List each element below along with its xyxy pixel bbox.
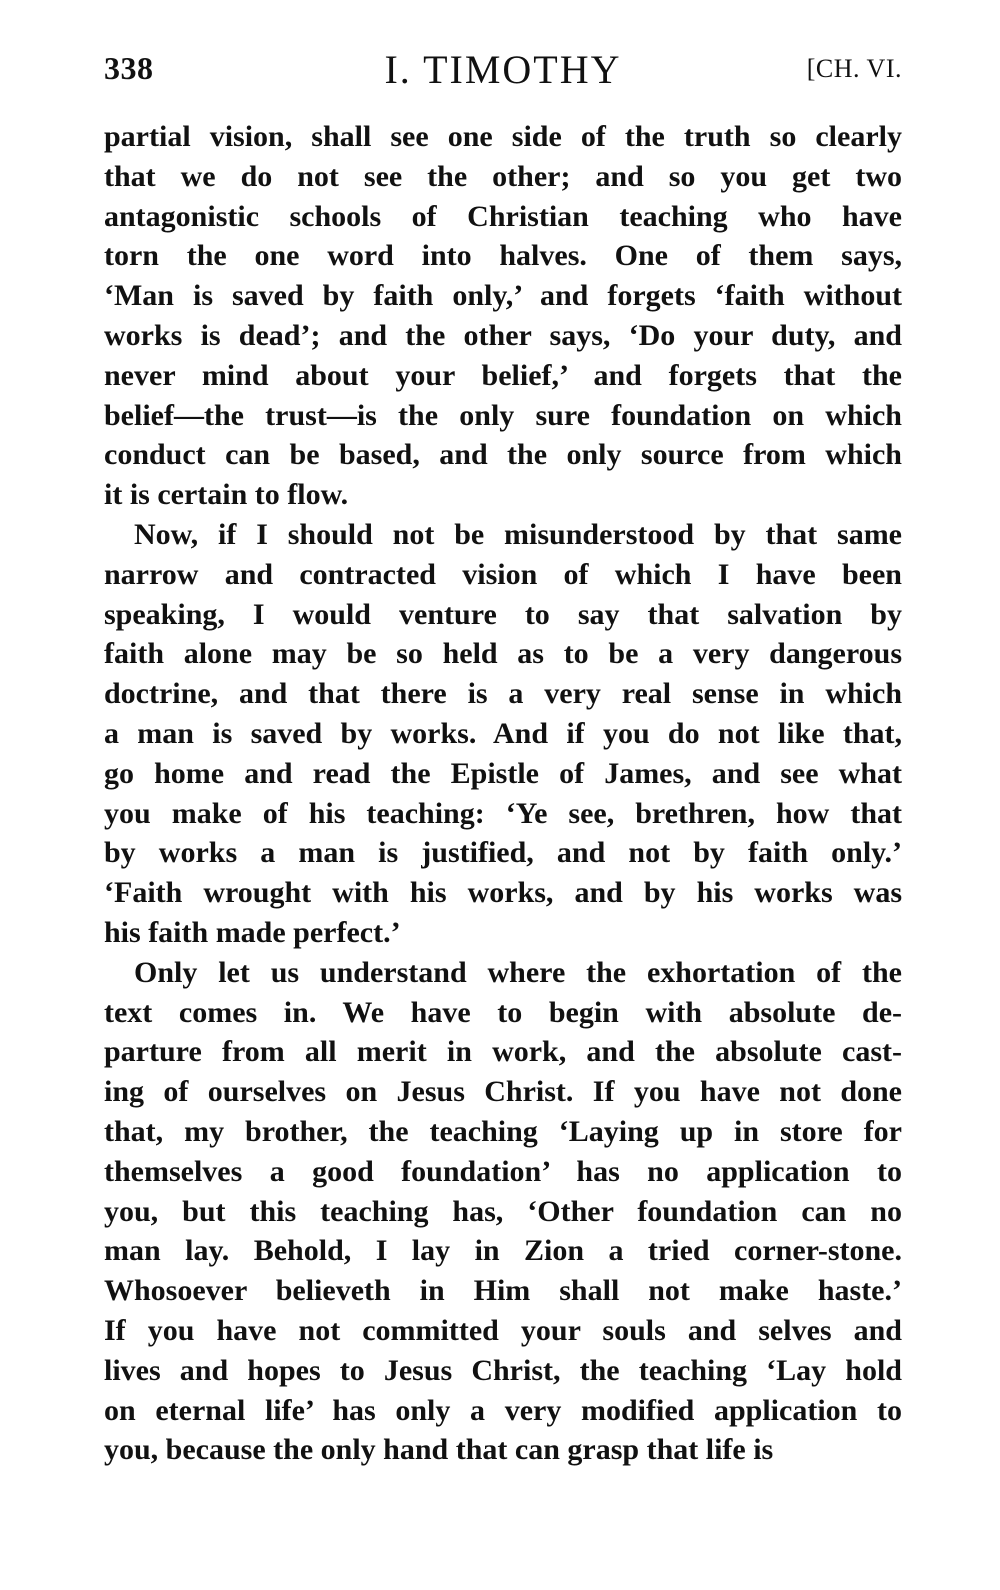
text-line: you, because the only hand that can grasp that life is [104,1433,774,1467]
text-line: Whosoever believeth in Him shall not make haste.’ [104,1274,902,1308]
text-line: ‘Faith wrought with his works, and by his works was [104,876,902,910]
text-line: text comes in. We have to begin with absolute de- [104,995,902,1029]
text-line: partial vision, shall see one side of the truth so clearly [104,120,902,153]
running-head: I. TIMOTHY [384,47,622,92]
text-line: If you have not committed your souls and selves and [104,1313,902,1347]
text-line: narrow and contracted vision of which I have been [104,557,902,591]
text-line: on eternal life’ has only a very modified application to [104,1393,902,1427]
text-line: ‘Man is saved by faith only,’ and forgets ‘faith without [104,279,902,313]
text-line: never mind about your belief,’ and forgets that the [104,358,902,392]
text-line: ing of ourselves on Jesus Christ. If you have not done [104,1075,902,1109]
paragraph [104,515,902,953]
text-line: a man is saved by works. And if you do not like that, [104,716,902,750]
text-line: by works a man is justified, and not by faith only.’ [104,836,902,870]
text-line: parture from all merit in work, and the absolute cast- [104,1035,902,1069]
text-line: belief—the trust—is the only sure foundation on which [104,398,902,432]
page-header [104,46,902,96]
body-text [104,117,902,1470]
text-line: Now, if I should not be misunderstood by that same [134,517,902,551]
text-line: torn the one word into halves. One of them says, [104,239,902,273]
paragraph [104,953,902,1470]
text-line: speaking, I would venture to say that salvation by [104,597,902,631]
text-line: man lay. Behold, I lay in Zion a tried corner-stone. [104,1234,902,1268]
chapter-reference: [CH. VI. [806,54,902,83]
text-line: Only let us understand where the exhortation of the [134,955,902,989]
text-line: you make of his teaching: ‘Ye see, brethren, how that [104,796,902,830]
text-line: works is dead’; and the other says, ‘Do your duty, and [104,318,902,352]
text-line: antagonistic schools of Christian teaching who have [104,199,902,233]
text-line: themselves a good foundation’ has no application to [104,1154,902,1188]
text-line: you, but this teaching has, ‘Other foundation can no [104,1194,902,1228]
text-line: conduct can be based, and the only source from which [104,438,902,472]
text-line: go home and read the Epistle of James, and see what [104,756,902,790]
text-line: that we do not see the other; and so you get two [104,159,902,193]
text-line: it is certain to flow. [104,478,349,512]
text-line: faith alone may be so held as to be a very dangerous [104,637,902,671]
text-line: lives and hopes to Jesus Christ, the teaching ‘Lay hold [104,1353,902,1387]
text-line: his faith made perfect.’ [104,915,401,949]
text-line: that, my brother, the teaching ‘Laying up in store for [104,1114,902,1148]
page-number: 338 [104,50,154,86]
text-line: doctrine, and that there is a very real sense in which [104,677,902,711]
paragraph [104,117,902,515]
